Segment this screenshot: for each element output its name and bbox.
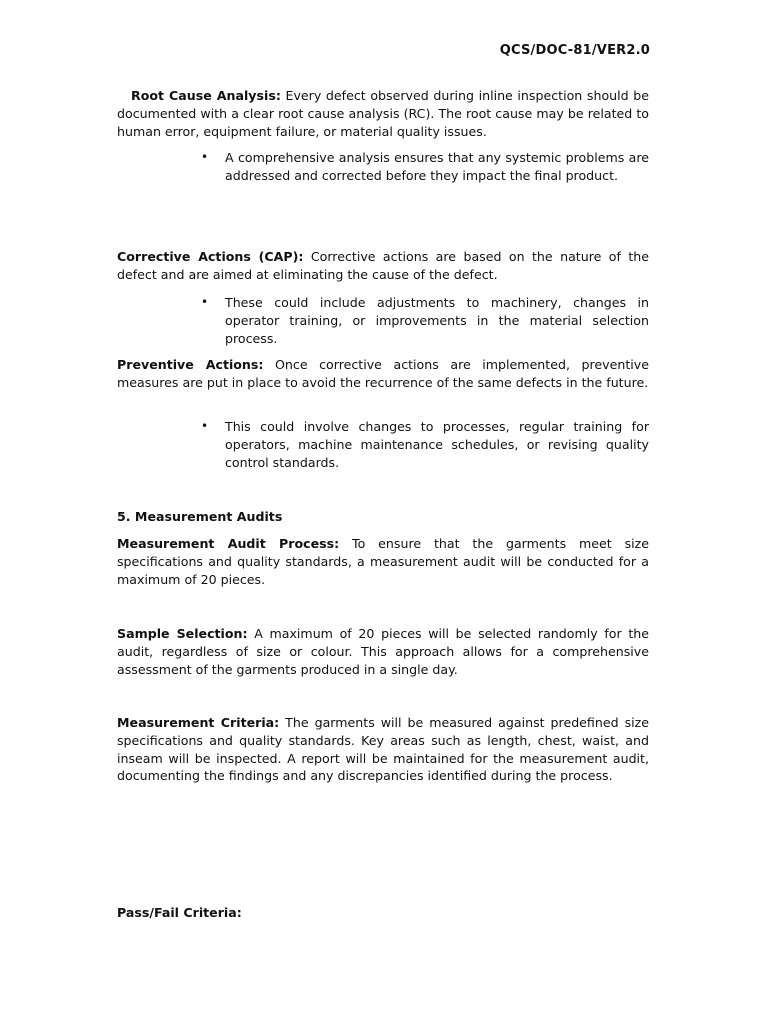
bullet-dot: • bbox=[201, 150, 209, 164]
preventive-bullet bbox=[201, 418, 649, 471]
measurement-criteria-paragraph bbox=[117, 714, 649, 785]
corrective-bullet bbox=[201, 294, 649, 347]
bullet-dot: • bbox=[201, 419, 209, 433]
corrective-text: Corrective actions are based on the nature of the defect and are aimed at eliminating the cause of the defect. bbox=[117, 249, 649, 282]
root-cause-bullet bbox=[201, 149, 649, 185]
audit-process-text: To ensure that the garments meet size specifications and quality standards, a measurement audit will be conducted for a maximum of 20 pieces. bbox=[117, 536, 649, 587]
measurement-criteria-text: The garments will be measured against predefined size specifications and quality standards. Key areas such as length, chest, waist, and inseam will be inspected. A report will be maintained for the measurement audit, documenting the findings and any discrepancies identified during the process. bbox=[117, 715, 649, 784]
measurement-criteria-label: Measurement Criteria: bbox=[117, 715, 280, 730]
preventive-text: Once corrective actions are implemented, preventive measures are put in place to avoid the recurrence of the same defects in the future. bbox=[117, 357, 649, 390]
root-cause-label: Root Cause Analysis: bbox=[131, 88, 281, 103]
section-heading: 5. Measurement Audits bbox=[117, 509, 283, 524]
sample-selection-paragraph bbox=[117, 625, 649, 678]
root-cause-bullet-text: A comprehensive analysis ensures that any systemic problems are addressed and corrected before they impact the final product. bbox=[225, 150, 649, 183]
preventive-paragraph bbox=[117, 356, 649, 392]
pass-fail-heading: Pass/Fail Criteria: bbox=[117, 905, 242, 920]
sample-selection-text: A maximum of 20 pieces will be selected randomly for the audit, regardless of size or colour. This approach allows for a comprehensive assessment of the garments produced in a single day. bbox=[117, 626, 650, 677]
bullet-dot: • bbox=[201, 295, 209, 309]
sample-selection-label: Sample Selection: bbox=[117, 626, 248, 641]
document-code: QCS/DOC-81/VER2.0 bbox=[499, 43, 650, 58]
root-cause-text: Every defect observed during inline inspection should be documented with a clear root cause analysis (RC). The root cause may be related to human error, equipment failure, or material quality issues. bbox=[117, 88, 649, 139]
preventive-label: Preventive Actions: bbox=[117, 357, 264, 372]
corrective-paragraph bbox=[117, 248, 649, 284]
corrective-bullet-text: These could include adjustments to machinery, changes in operator training, or improvements in the material selection process. bbox=[225, 295, 649, 346]
preventive-bullet-text: This could involve changes to processes, regular training for operators, machine maintenance schedules, or revising quality control standards. bbox=[225, 419, 649, 470]
root-cause-paragraph bbox=[117, 87, 649, 140]
corrective-label: Corrective Actions (CAP): bbox=[117, 249, 304, 264]
audit-process-label: Measurement Audit Process: bbox=[117, 536, 340, 551]
audit-process-paragraph bbox=[117, 535, 649, 588]
